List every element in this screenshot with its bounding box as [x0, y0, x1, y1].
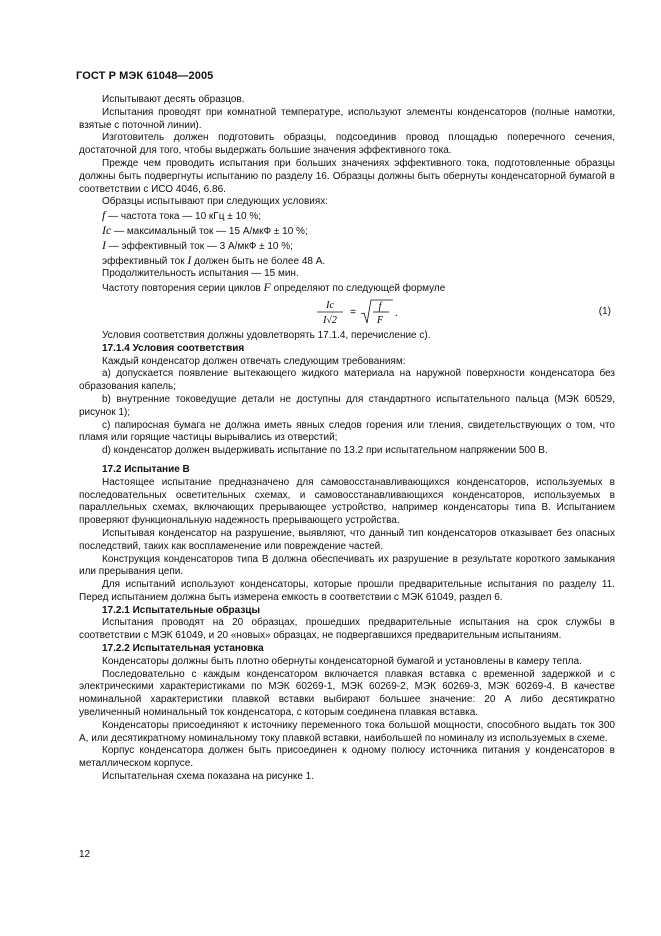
- paragraph: Условия соответствия должны удовлетворять 17.1.4, перечисление с).: [102, 329, 431, 341]
- section-heading-17-1-4: 17.1.4 Условия соответствия: [102, 342, 245, 354]
- paragraph: Изготовитель должен подготовить образцы, подсоединив провод площадью поперечного сечения, достаточной для того, чтобы выдержать большие значения эффективного тока.: [79, 132, 615, 157]
- paragraph: Испытывая конденсатор на разрушение, выявляют, что данный тип конденсаторов отказывает без опасных последствий, таких как воспламенение или повреждение частей.: [79, 527, 615, 552]
- section-heading-17-2: 17.2 Испытание В: [102, 463, 190, 475]
- paragraph: Продолжительность испытания — 15 мин.: [102, 268, 299, 280]
- paragraph: Каждый конденсатор должен отвечать следующим требованиям:: [102, 355, 406, 367]
- paragraph: Для испытаний используют конденсаторы, которые прошли предварительные испытания по разделу 11. Перед испытанием должна быть измерена емкость в соответствии с МЭК 61049, раздел 6.: [79, 579, 615, 603]
- paragraph: Испытательная схема показана на рисунке 1.: [102, 771, 315, 783]
- variable-definition-f: f — частота тока — 10 кГц ± 10 %;: [102, 208, 262, 223]
- formula-denominator-right: F: [376, 314, 384, 326]
- formula-numerator-right: f: [378, 300, 382, 312]
- equation-number: (1): [598, 305, 611, 317]
- paragraph: Частоту повторения серии циклов F определяют по следующей формуле: [102, 280, 446, 295]
- paragraph: Конденсаторы должны быть плотно обернуты конденсаторной бумагой и установлены в камеру тепла.: [102, 655, 582, 667]
- page-number: 12: [79, 849, 91, 860]
- section-heading-17-2-2: 17.2.2 Испытательная установка: [102, 643, 264, 655]
- paragraph: Испытывают десять образцов.: [102, 94, 245, 105]
- paragraph: Конструкция конденсаторов типа В должна обеспечивать их разрушение в результате короткого замыкания или прерывания цепи.: [79, 553, 615, 578]
- paragraph: Испытания проводят при комнатной температуре, используют элементы конденсаторов (полные намотки, взятые с поточной линии).: [79, 106, 615, 131]
- paragraph: Испытания проводят на 20 образцах, прошедших предварительные испытания на срок службы в соответствии с МЭК 61049, и 20 «новых» образцах, не подвергавшихся предварительным испытаниям.: [79, 617, 615, 642]
- variable-definition-ic: Ic — максимальный ток — 15 А/мкФ ± 10 %;: [102, 222, 308, 237]
- formula-expression: [313, 298, 433, 328]
- paragraph: Последовательно с каждым конденсатором включается плавкая вставка с временной задержкой и с электрическими характеристиками по МЭК 60269-1, МЭК 60269-2, МЭК 60269-3, МЭК 60269-4. В качестве номинальной характеристики плавкой вставки выбирают большее значение: 20 А либо десятикратно увеличенный номинальный ток конденсатора, с которым соединена плавкая вставка.: [79, 668, 615, 719]
- formula-denominator-left: I√2: [323, 314, 337, 326]
- formula-numerator-left: Ic: [326, 299, 334, 311]
- list-item: c) папиросная бумага не должна иметь явных следов горения или тления, свидетельствующих о том, что пламя или горящие частицы вырывались из отверстий;: [79, 419, 615, 444]
- paragraph: Конденсаторы присоединяют к источнику переменного тока большой мощности, способного выдать ток 300 А, или десятикратному номинальному току плавкой вставки, наибольшей по номиналу из используемых в схеме.: [79, 719, 615, 744]
- list-item: d) конденсатор должен выдерживать испытание по 13.2 при испытательном напряжении 500 В.: [102, 445, 548, 457]
- list-item: a) допускается появление вытекающего жидкого материала на наружной поверхности конденсатора без образования капель;: [79, 368, 615, 393]
- paragraph: Корпус конденсатора должен быть присоединен к одному полюсу источника питания у конденсаторов в металлическом корпусе.: [79, 745, 615, 770]
- list-item: b) внутренние токоведущие детали не доступны для стандартного испытательного пальца (МЭК 60529, рисунок 1);: [79, 393, 615, 418]
- paragraph: эффективный ток I должен быть не более 48 А.: [102, 252, 326, 267]
- section-heading-17-2-1: 17.2.1 Испытательные образцы: [102, 604, 260, 616]
- page-body: [79, 94, 615, 784]
- paragraph: Образцы испытывают при следующих условиях:: [102, 196, 329, 208]
- formula-equals: =: [350, 306, 356, 318]
- paragraph: Настоящее испытание предназначено для самовосстанавливающихся конденсаторов, используемых в последовательных осветительных схемах, и самовосстанавливающихся конденсаторов, используемых в параллельных схемах, включающих прерывающее устройство, например конденсаторы типа В. Испытанием проверяют функциональную надежность прерывающего устройства.: [79, 476, 615, 527]
- formula-1: [79, 298, 615, 328]
- paragraph: Прежде чем проводить испытания при больших значениях эффективного тока, подготовленные образцы должны быть подвергнуты испытанию по разделу 16. Образцы должны быть обернуты конденсаторной бумагой в соответствии с ИСО 4046, 6.86.: [79, 157, 615, 195]
- formula-period: .: [395, 307, 398, 319]
- variable-definition-i: I — эффективный ток — 3 А/мкФ ± 10 %;: [102, 237, 293, 252]
- document-header: ГОСТ Р МЭК 61048—2005: [76, 70, 214, 82]
